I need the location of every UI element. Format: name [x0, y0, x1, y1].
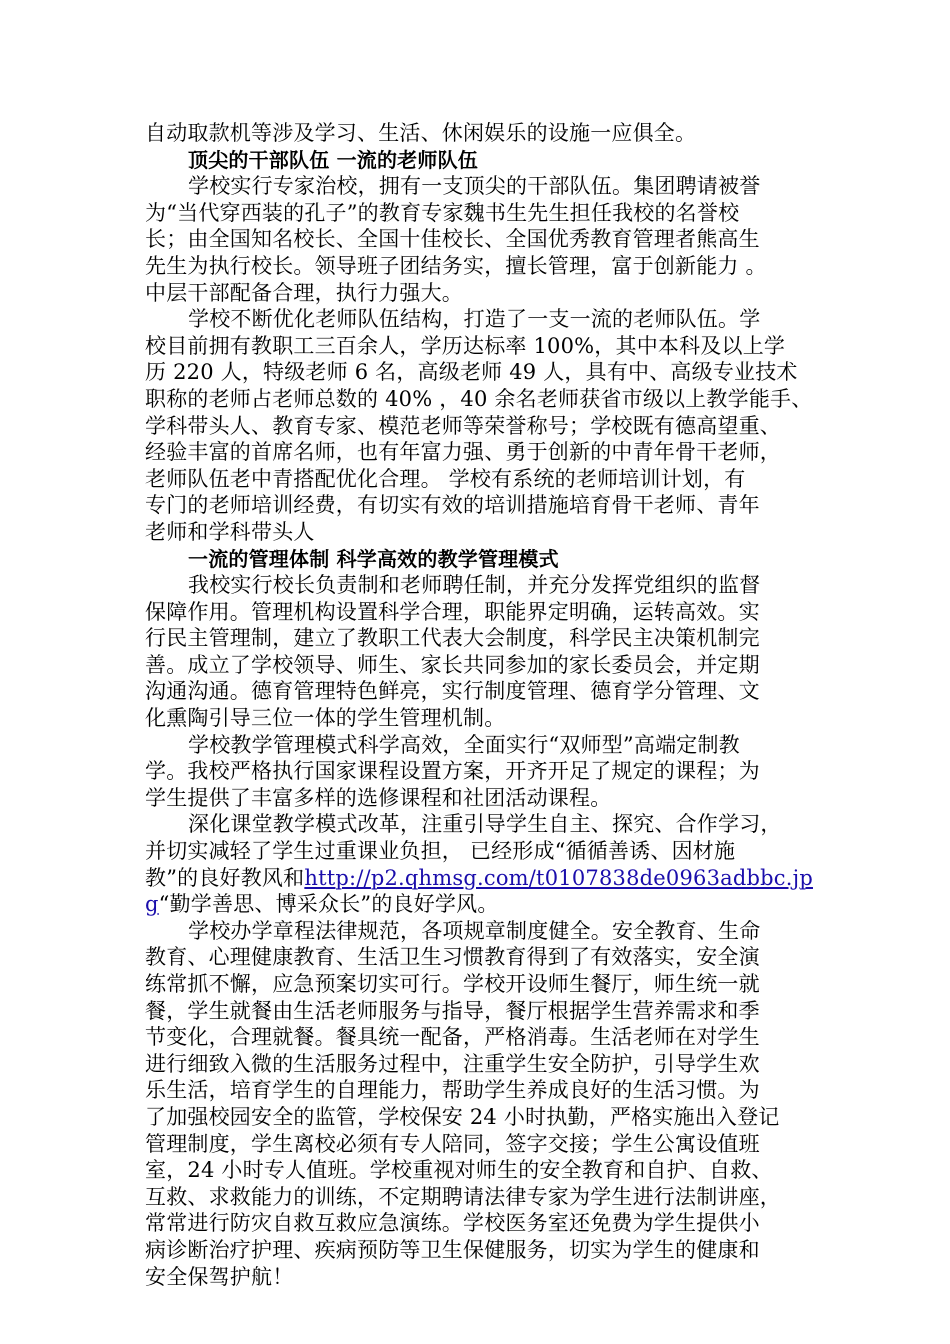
paragraph-line: 并切实减轻了学生过重课业负担， 已经形成“循循善诱、因材施: [145, 839, 736, 864]
text-block-top: [145, 120, 811, 865]
link-paragraph-line-1: [145, 865, 811, 892]
paragraph-line: 互救、求救能力的训练，不定期聘请法律专家为学生进行法制讲座，: [145, 1184, 781, 1209]
paragraph-line: 沟通沟通。德育管理特色鲜亮，实行制度管理、德育学分管理、文: [145, 679, 760, 704]
paragraph-line: 节变化，合理就餐。餐具统一配备，严格消毒。生活老师在对学生: [145, 1025, 760, 1050]
paragraph-line: 学生提供了丰富多样的选修课程和社团活动课程。: [145, 785, 612, 810]
paragraph-line: 病诊断治疗护理、疾病预防等卫生保健服务，切实为学生的健康和: [145, 1237, 760, 1262]
paragraph-line: 经验丰富的首席名师，也有年富力强、勇于创新的中青年骨干老师，: [145, 440, 781, 465]
paragraph-line: 学校不断优化老师队伍结构，打造了一支一流的老师队伍。学: [188, 307, 761, 332]
paragraph-line: 老师队伍老中青搭配优化合理。 学校有系统的老师培训计划，有: [145, 466, 746, 491]
paragraph-line: 学。我校严格执行国家课程设置方案，开齐开足了规定的课程；为: [145, 759, 760, 784]
paragraph-line: 学校实行专家治校，拥有一支顶尖的干部队伍。集团聘请被誉: [188, 174, 761, 199]
paragraph-line: 善。成立了学校领导、师生、家长共同参加的家长委员会，并定期: [145, 652, 760, 677]
paragraph-line: 专门的老师培训经费，有切实有效的培训措施培育骨干老师、青年: [145, 493, 760, 518]
paragraph-line: 职称的老师占老师总数的 40% ，40 余名老师获省市级以上教学能手、: [145, 386, 813, 411]
paragraph-line: 先生为执行校长。领导班子团结务实，擅长管理，富于创新能力 。: [145, 253, 767, 278]
paragraph-line: 深化课堂教学模式改革，注重引导学生自主、探究、合作学习，: [188, 812, 782, 837]
paragraph-line: 学校办学章程法律规范，各项规章制度健全。安全教育、生命: [188, 918, 761, 943]
paragraph-line: 餐，学生就餐由生活老师服务与指导，餐厅根据学生营养需求和季: [145, 998, 760, 1023]
image-url-link[interactable]: http://p2.qhmsg.com/t0107838de0963adbbc.jp: [304, 865, 813, 890]
paragraph-line: 安全保驾护航！: [145, 1264, 294, 1289]
link-line-suffix: “勤学善思、博采众长”的良好学风。: [158, 892, 499, 917]
paragraph-line: 校目前拥有教职工三百余人，学历达标率 100%，其中本科及以上学: [145, 333, 786, 358]
section-heading: 顶尖的干部队伍 一流的老师队伍: [188, 147, 478, 172]
paragraph-line: 为“当代穿西装的孔子”的教育专家魏书生先生担任我校的名誉校: [145, 200, 740, 225]
paragraph-line: 自动取款机等涉及学习、生活、休闲娱乐的设施一应俱全。: [145, 121, 697, 145]
paragraph-line: 历 220 人，特级老师 6 名，高级老师 49 人，具有中、高级专业技术: [145, 360, 798, 385]
paragraph-line: 化熏陶引导三位一体的学生管理机制。: [145, 706, 506, 731]
paragraph-line: 中层干部配备合理，执行力强大。: [145, 280, 463, 305]
paragraph-line: 老师和学科带头人: [145, 519, 315, 544]
paragraph-line: 我校实行校长负责制和老师聘任制，并充分发挥党组织的监督: [188, 573, 761, 598]
paragraph-line: 行民主管理制，建立了教职工代表大会制度，科学民主决策机制完: [145, 626, 760, 651]
paragraph-line: 室，24 小时专人值班。学校重视对师生的安全教育和自护、自救、: [145, 1158, 773, 1183]
paragraph-line: 学科带头人、教育专家、模范老师等荣誉称号；学校既有德高望重、: [145, 413, 781, 438]
paragraph-line: 了加强校园安全的监管，学校保安 24 小时执勤，严格实施出入登记: [145, 1104, 780, 1129]
section-heading: 一流的管理体制 科学高效的教学管理模式: [188, 546, 559, 571]
paragraph-line: 乐生活，培育学生的自理能力，帮助学生养成良好的生活习惯。为: [145, 1078, 760, 1103]
document-body: [145, 120, 811, 1290]
text-block-bottom: [145, 918, 811, 1290]
link-line-prefix: 教”的良好教风和: [145, 865, 305, 890]
paragraph-line: 管理制度，学生离校必须有专人陪同，签字交接；学生公寓设值班: [145, 1131, 760, 1156]
paragraph-line: 进行细致入微的生活服务过程中，注重学生安全防护，引导学生欢: [145, 1051, 760, 1076]
paragraph-line: 学校教学管理模式科学高效，全面实行“双师型”高端定制教: [188, 732, 740, 757]
image-url-link-continuation[interactable]: g: [145, 892, 159, 917]
paragraph-line: 教育、心理健康教育、生活卫生习惯教育得到了有效落实，安全演: [145, 945, 760, 970]
paragraph-line: 常常进行防灾自救互救应急演练。学校医务室还免费为学生提供小: [145, 1211, 760, 1236]
paragraph-line: 练常抓不懈，应急预案切实可行。学校开设师生餐厅，师生统一就: [145, 972, 760, 996]
link-paragraph-line-2: [145, 891, 811, 918]
paragraph-line: 保障作用。管理机构设置科学合理，职能界定明确，运转高效。实: [145, 599, 760, 624]
paragraph-line: 长；由全国知名校长、全国十佳校长、全国优秀教育管理者熊高生: [145, 227, 760, 252]
